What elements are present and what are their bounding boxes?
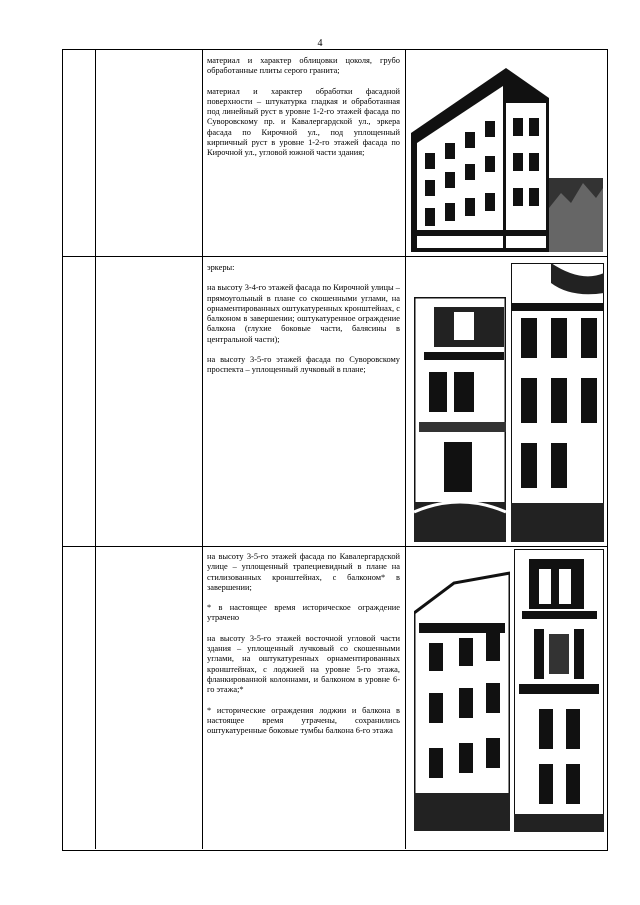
oriel-photo-kavalergardskaya — [414, 553, 510, 831]
paragraph: на высоту 3-5-го этажей восточной угловой части здания – уплощенный лучковый со скошенными углами, на оштукатуренных орнаментированных кронштейнах, с лоджией на уровне 5-го этажа, фланкированной колоннами, и балконом в уровне 6-го этажа;* — [207, 633, 400, 695]
facade-photo — [411, 58, 603, 252]
column-divider — [405, 49, 406, 849]
oriel-photo-kirochnaya — [414, 297, 506, 542]
row-divider — [62, 546, 607, 547]
row2-text — [207, 263, 400, 386]
oriel-photo-suvorovsky — [511, 263, 604, 542]
paragraph: на высоту 3-4-го этажей фасада по Кирочной улицы – прямоугольный в плане со скошенными углами, на орнаментированных оштукатуренных кронштейнах, с балконом в завершении; оштукатуренное ограждение балкона (глухие боковые части, балясины в центральной части); — [207, 283, 400, 344]
row-divider — [62, 256, 607, 257]
corner-oriel-photo — [514, 549, 604, 832]
row1-text — [207, 56, 400, 169]
page-number: 4 — [317, 38, 323, 49]
paragraph: * в настоящее время историческое ограждение утрачено — [207, 603, 400, 623]
column-divider — [202, 49, 203, 849]
paragraph: материал и характер обработки фасадной поверхности – штукатурка гладкая и обработанная под линейный руст в уровне 1-2-го этажей фасада по Суворовскому пр. и Кавалергардской ул., эркера фасада по Кирочной ул., под уплощенный кирпичный руст в уровне 1-2-го этажей фасада по Кирочной ул., угловой южной части здания; — [207, 86, 400, 158]
paragraph: * исторические ограждения лоджии и балкона в настоящее время утрачены, сохранились оштукатуренные боковые тумбы балкона 6-го этажа — [207, 705, 400, 736]
paragraph: материал и характер облицовки цоколя, грубо обработанные плиты серого гранита; — [207, 56, 400, 76]
column-divider — [95, 49, 96, 849]
paragraph: эркеры: — [207, 263, 235, 272]
paragraph: на высоту 3-5-го этажей фасада по Кавалергардской улице – уплощенный трапециевидный в плане на стилизованных кронштейнах, с балконом* в завершении; — [207, 552, 400, 592]
row3-text — [207, 552, 400, 746]
paragraph: на высоту 3-5-го этажей фасада по Суворовскому проспекта – уплощенный лучковый в плане; — [207, 355, 400, 375]
